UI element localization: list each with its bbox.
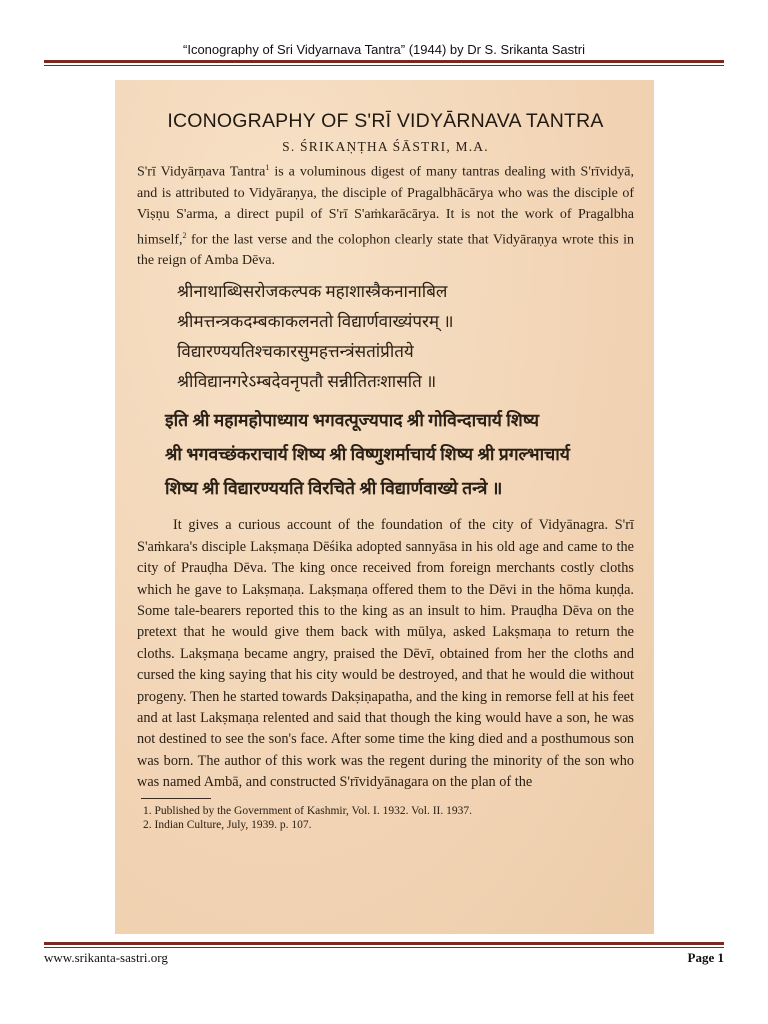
header-rule-thin bbox=[44, 65, 724, 66]
verse-line: श्रीमत्तन्त्रकदम्बकाकलनतो विद्यार्णवाख्यंपरम् ॥ bbox=[177, 312, 454, 332]
footer-rule-thin bbox=[44, 947, 724, 948]
header-rule-thick bbox=[44, 60, 724, 63]
page-header-title: “Iconography of Sri Vidyarnava Tantra” (1944) by Dr S. Srikanta Sastri bbox=[183, 42, 585, 57]
colophon-line: शिष्य श्री विद्यारण्ययति विरचिते श्री विद्यार्णवाख्ये तन्त्रे ॥ bbox=[165, 478, 503, 499]
article-author: S. ŚRIKAṆṬHA ŚĀSTRI, M.A. bbox=[282, 139, 489, 154]
footnote-divider bbox=[141, 798, 211, 799]
footnote-ref-1: 1 bbox=[265, 163, 270, 172]
verse-line: श्रीविद्यानगरेऽम्बदेवनृपतौ सन्नीतितःशासति ॥ bbox=[177, 372, 437, 392]
intro-text-2: is a voluminous digest of many tantras dealing with S'rīvidyā, and is attributed to Vidyāraṇya, the disciple of Pragalbhācārya who was the disciple of Viṣṇu S'arma, a direct pupil of S'rī S'aṁkarācārya. It is not the work of Pragalbha himself, bbox=[137, 164, 634, 248]
sanskrit-verses bbox=[177, 277, 634, 397]
footer-rule-thick bbox=[44, 942, 724, 945]
intro-text-1: S'rī Vidyārṇava Tantra bbox=[137, 164, 266, 180]
footnote-2: 2. Indian Culture, July, 1939. p. 107. bbox=[143, 818, 312, 831]
footnote-ref-2: 2 bbox=[182, 230, 187, 240]
page-number: Page 1 bbox=[687, 950, 724, 965]
verse-line: श्रीनाथाब्धिसरोजकल्पक महाशास्त्रैकनानाबिल bbox=[177, 282, 448, 302]
intro-text-3: for the last verse and the colophon clearly state that Vidyāraṇya wrote this in the reign of Amba Dēva. bbox=[137, 232, 634, 269]
verse-line: विद्यारण्ययतिश्चकारसुमहत्तन्त्रंसतांप्रीतये bbox=[177, 342, 414, 362]
scanned-page bbox=[115, 80, 654, 934]
footer-website-link[interactable]: www.srikanta-sastri.org bbox=[44, 950, 168, 965]
footnotes bbox=[137, 804, 634, 832]
colophon-line: इति श्री महामहोपाध्याय भगवत्पूज्यपाद श्री गोविन्दाचार्य शिष्य bbox=[165, 410, 540, 431]
footnote-1: 1. Published by the Government of Kashmir, Vol. I. 1932. Vol. II. 1937. bbox=[143, 804, 472, 817]
main-paragraph: It gives a curious account of the foundation of the city of Vidyānagra. S'rī S'aṁkara's disciple Lakṣmaṇa Dēśika adopted sannyāsa in his old age and came to the city of Prauḍha Dēva. The king once received from foreign merchants costly cloths which he gave to Lakṣmaṇa. Lakṣmaṇa offered them to the Dēvi in the hōma kuṇḍa. Some tale-bearers reported this to the king as an insult to him. Prauḍha Dēva on the pretext that he would give them back with mūlya, asked Lakṣmaṇa to return the cloths. Lakṣmaṇa became angry, praised the Dēvī, obtained from her the cloths and cursed the king saying that his city would be destroyed, and that he would die without progeny. Then he started towards Dakṣiṇapatha, and the king in remorse fell at his feet and at last Lakṣmaṇa relented and said that though the king would have a son, he was not destined to see the son's face. After some time the king died and a posthumous son was born. The author of this work was the regent during the minority of the son who was named Ambā, and constructed S'rīvidyānagara on the plan of the bbox=[137, 517, 634, 791]
intro-paragraph bbox=[137, 157, 634, 271]
sanskrit-colophon bbox=[165, 403, 634, 505]
article-title: ICONOGRAPHY OF S'RĪ VIDYĀRNAVA TANTRA bbox=[167, 110, 604, 132]
colophon-line: श्री भगवच्छंकराचार्य शिष्य श्री विष्णुशर्माचार्य शिष्य श्री प्रगल्भाचार्य bbox=[165, 444, 570, 465]
